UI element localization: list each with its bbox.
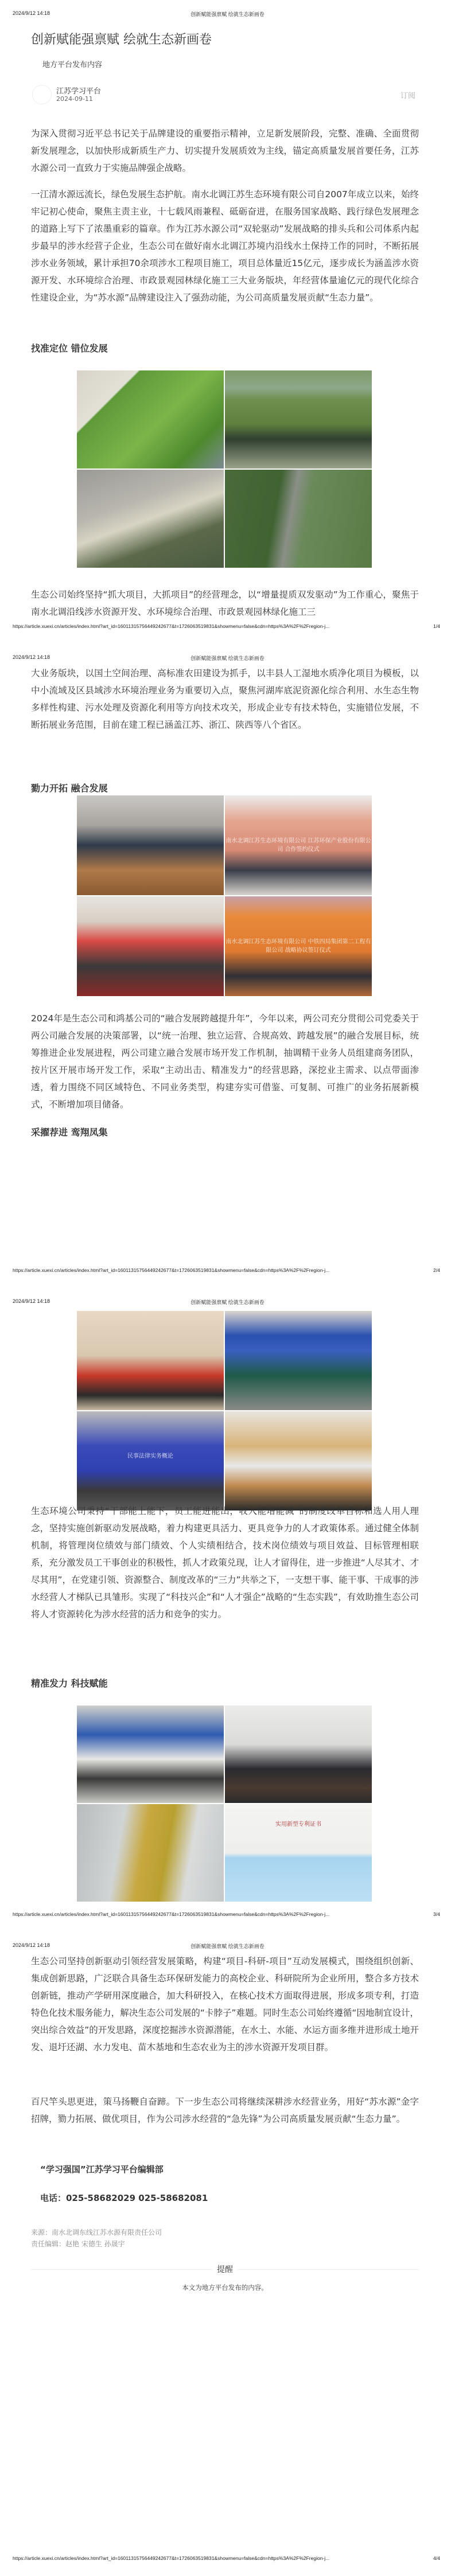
print-doc-title: 创新赋能强禀赋 绘就生态新画卷 xyxy=(190,1299,265,1305)
reminder-divider xyxy=(31,2262,419,2276)
paragraph-technology: 生态公司坚持创新驱动引领经营发展策略，构建“项目-科研-项目”互动发展模式，围绕组织创新、集成创新思路，广泛联合具备生态环保研发能力的高校企业、科研院所为企业所用，整合多方技术创新链，推动产学研用深度融合，加大科研投入，在核心技术方面取得进展，形成多项专利，打造特色化技术服务能力，解决生态公司发展的“卡脖子”难题。同时生态公司始终遵循“因地制宜设计，突出综合效益”的开发思路，深度挖掘涉水资源潜能，在水土、水能、水运方面多维并进形成土地开发、退圩还湖、水力发电、苗木基地和生态农业为主的涉水资源开发项目群。 xyxy=(31,1956,419,2052)
responsible-editors: 责任编辑：赵艳 宋德生 孙晟宇 xyxy=(31,2240,125,2248)
print-page-2 xyxy=(0,644,455,1288)
author-name[interactable]: 江苏学习平台 xyxy=(56,87,102,96)
talent-training-collage xyxy=(77,1311,372,1511)
photo-legal-training xyxy=(77,1411,224,1511)
photo-seminar-room xyxy=(225,1311,372,1410)
print-date: 2024/9/12 14:18 xyxy=(13,10,50,16)
signing-ceremony-collage xyxy=(77,795,372,996)
photo-group-with-banner xyxy=(77,1311,224,1410)
article-header xyxy=(31,32,419,49)
paragraph-closing: 百尺竿头思更进，策马扬鞭自奋蹄。下一步生态公司将继续深耕涉水经营业务，用好“苏水源”金字招牌，勠力拓展、做优项目，作为公司涉水经营的“急先锋”为公司高质量发展贡献“生态力量”。 xyxy=(31,2097,419,2124)
paragraph-integration: 2024年是生态公司和鸿基公司的“融合发展跨越提升年”，今年以来，两公司充分贯彻公司党委关于两公司融合发展的决策部署，以“统一治理、独立运营、合规高效、跨越发展”的融合发展目标，统筹推进企业发展进程，两公司建立融合发展市场开发工作机制，抽调精干业务人员组建商务团队，按片区开展市场开发工作，采取“主动出击、精准发力”的经营思路，深挖业主需求、以点带面渗透，着力围绕不同区域特色、不同业务类型，构建夯实可借鉴、可复制、可推广的业务拓展新模式，不断增加项目储备。 xyxy=(31,1013,419,1110)
photo-green-residential-garden xyxy=(77,370,224,469)
paragraph-company-overview: 一江清水源远流长，绿色发展生态护航。南水北调江苏生态环境有限公司自2007年成立以来，始终牢记初心使命，聚焦主责主业，十七载风雨兼程、砥砺奋进，在服务国家战略、践行绿色发展理念的道路上写下了浓墨重彩的篇章。作为江苏水源公司“双轮驱动”发展战略的排头兵和公司体系内起步最早的涉水经营子企业，生态公司在做好南水北调江苏境内沿线水土保持工作的同时，不断拓展涉水业务领域，累计承担70余项涉水工程项目施工，项目总体量近15亿元，逐步成长为涵盖涉水资源开发、水环境综合治理、市政景观园林绿化施工三大业务版块，年经营体量逾亿元的现代化综合性建设企业，为“苏水源”品牌建设注入了强劲动能，为公司高质量发展贡献“生态力量”。 xyxy=(31,189,419,303)
avatar[interactable] xyxy=(32,85,52,104)
section-heading-integration: 勠力开拓 融合发展 xyxy=(31,783,108,794)
training-screen-text: 民事法律实务概论 xyxy=(127,1453,173,1460)
print-page-4 xyxy=(0,1932,455,2576)
section-heading-technology: 精准发力 科技赋能 xyxy=(31,1678,108,1689)
print-header xyxy=(13,1298,442,1306)
paragraph-talent: 生态环境公司秉持“干部能上能下，员工能进能出，收入能增能减”的制度改革目标和选人用人理念，坚持实施创新驱动发展战略，着力构建更具活力、更具竞争力的人才政策体系。通过健全体制机制，将管理岗位绩效与部门绩效、个人实绩相结合，技术岗位绩效与项目效益、目标管理相联系，充分激发员工干事创业的积极性，抓人才政策兑现，让人才留得住，进一步推进“人尽其才、才尽其用”，在党建引领、资源整合、制度改革的“三力”共举之下，一支想干事、能干事、干成事的涉水经营人才梯队已具雏形。实现了“科技兴企”和“人才强企”战略的“生态实践”，有效助推生态公司将人才资源转化为涉水经营的活力和竞争的实力。 xyxy=(31,1506,419,1619)
print-header xyxy=(13,10,442,18)
print-footer xyxy=(13,2555,442,2563)
signing-banner-text: 南水北调江苏生态环境有限公司 江苏环保产业股份有限公司 合作签约仪式 xyxy=(225,837,371,853)
contact-phone: 电话：025-58682029 025-58682081 xyxy=(40,2193,208,2203)
print-url: https://article.xuexi.cn/articles/index.html?art_id=16011315756449242677&t=1726063519831&showmenu=false&cdn=https%3A%2F%2Fregion-j... xyxy=(13,2555,330,2561)
photo-riverside-park-aerial xyxy=(77,470,224,568)
publish-date: 2024-09-11 xyxy=(56,95,93,103)
print-page-3 xyxy=(0,1288,455,1932)
page-number: 4/4 xyxy=(433,2555,440,2561)
subscribe-button[interactable]: 订阅 xyxy=(400,92,415,100)
print-header xyxy=(13,1942,442,1950)
print-date: 2024/9/12 14:18 xyxy=(13,654,50,660)
project-photos-collage xyxy=(77,370,372,568)
print-footer xyxy=(13,623,442,631)
page-number: 3/4 xyxy=(433,1911,440,1917)
photo-patent-certificates xyxy=(225,1804,372,1902)
photo-rice-field-aerial xyxy=(77,1804,224,1902)
paragraph-intro: 为深入贯彻习近平总书记关于品牌建设的重要指示精神，立足新发展阶段，完整、准确、全面贯彻新发展理念，以加快形成新质生产力、切实提升发展质效为主线，锚定高质量发展首要任务，江苏水源公司一直致力于实施品牌强企战略。 xyxy=(31,128,419,173)
print-doc-title: 创新赋能强禀赋 绘就生态新画卷 xyxy=(190,11,265,17)
author-row xyxy=(31,84,419,107)
reminder-text: 本文为地方平台发布的内容。 xyxy=(182,2284,268,2292)
agreement-banner-text: 南水北调江苏生态环境有限公司 中铁四局集团第二工程有限公司 战略协议签订仪式 xyxy=(225,938,371,954)
article-source: 来源：南水北调东线江苏水源有限责任公司 xyxy=(31,2228,162,2237)
print-url: https://article.xuexi.cn/articles/index.html?art_id=16011315756449242677&t=1726063519831&showmenu=false&cdn=https%3A%2F%2Fregion-j... xyxy=(13,1911,330,1917)
photo-meeting-with-screen xyxy=(225,1411,372,1511)
print-doc-title: 创新赋能强禀赋 绘就生态新画卷 xyxy=(190,655,265,661)
paragraph-positioning-part1: 生态公司始终坚持“抓大项目，大抓项目”的经营理念，以“增量提质双发驱动”为工作重心，聚焦于南水北调沿线涉水资源开发、水环境综合治理、市政景观园林绿化施工三 xyxy=(31,590,419,617)
photo-review-meeting xyxy=(77,1705,224,1803)
photo-strategic-agreement xyxy=(225,896,372,996)
print-url: https://article.xuexi.cn/articles/index.html?art_id=16011315756449242677&t=1726063519831&showmenu=false&cdn=https%3A%2F%2Fregion-j... xyxy=(13,1267,330,1273)
section-heading-positioning: 找准定位 错位发展 xyxy=(31,343,108,354)
section-heading-talent: 采擢荐进 鸾翔凤集 xyxy=(31,1127,108,1138)
print-footer xyxy=(13,1911,442,1919)
technology-collage xyxy=(77,1705,372,1902)
print-date: 2024/9/12 14:18 xyxy=(13,1298,50,1304)
photo-signing-ceremony xyxy=(225,795,372,895)
article-subtitle: 地方平台发布内容 xyxy=(42,61,103,69)
photo-water-treatment-plant xyxy=(225,370,372,469)
editorial-signature: “学习强国”江苏学习平台编辑部 xyxy=(40,2164,164,2175)
photo-canal-farmland-aerial xyxy=(225,470,372,568)
article-title: 创新赋能强禀赋 绘就生态新画卷 xyxy=(31,33,212,47)
print-page-1 xyxy=(0,0,455,644)
reminder-label: 提醒 xyxy=(212,2263,238,2275)
page-number: 1/4 xyxy=(433,623,440,629)
print-footer xyxy=(13,1267,442,1275)
paragraph-positioning-part2: 大业务版块，以国土空间治理、高标准农田建设为抓手，以丰县人工湿地水质净化项目为模板，以中小流域及区县域涉水环境治理业务为重要切入点，聚焦河湖库底泥资源化综合利用、水生态生物多样性构建、污水处理及资源化利用等方向技术攻关，形成企业专有技术特色，实施错位发展，不断拓展业务范围，目前在建工程已涵盖江苏、浙江、陕西等八个省区。 xyxy=(31,668,419,730)
photo-conference-table xyxy=(77,896,224,996)
print-doc-title: 创新赋能强禀赋 绘就生态新画卷 xyxy=(190,1943,265,1949)
photo-meeting-room xyxy=(77,795,224,895)
print-url: https://article.xuexi.cn/articles/index.html?art_id=16011315756449242677&t=1726063519831&showmenu=false&cdn=https%3A%2F%2Fregion-j... xyxy=(13,623,330,629)
page-number: 2/4 xyxy=(433,1267,440,1273)
patent-certificate-title: 实用新型专利证书 xyxy=(275,1821,321,1828)
print-header xyxy=(13,654,442,662)
photo-office-discussion xyxy=(225,1705,372,1803)
print-date: 2024/9/12 14:18 xyxy=(13,1942,50,1948)
